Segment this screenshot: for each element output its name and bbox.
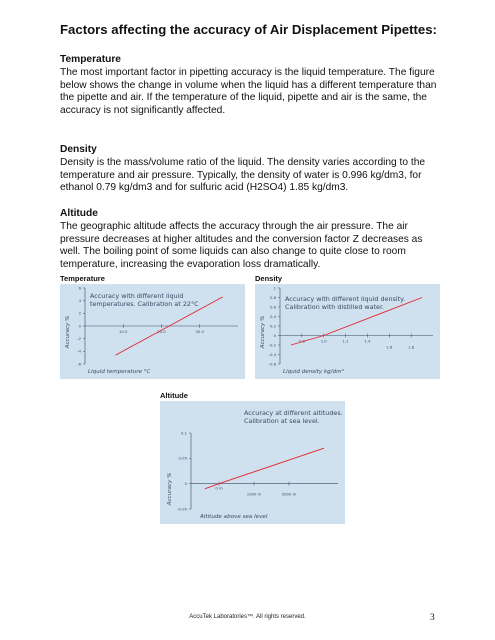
temperature-chart — [60, 284, 245, 379]
section-heading-density: Density — [60, 144, 97, 155]
x-tick-label: 1.6 — [386, 344, 393, 350]
chart-caption-line: Accuracy with different liquid density. — [285, 295, 406, 303]
y-tick-label: 1 — [273, 285, 276, 291]
y-tick-label: -4 — [77, 348, 81, 354]
y-tick-label: -0.4 — [268, 351, 276, 357]
y-tick-label: 0.1 — [180, 430, 187, 436]
y-tick-label: 0 — [78, 323, 81, 329]
y-tick-label: 0.6 — [269, 304, 276, 310]
altitude-chart — [160, 401, 345, 524]
x-tick-label: 10.0 — [119, 329, 128, 334]
y-axis-label: Accuracy % — [65, 315, 71, 349]
density-chart-title: Density — [255, 274, 283, 283]
density-chart-svg — [255, 284, 440, 379]
page-title: Factors affecting the accuracy of Air Displacement Pipettes: — [60, 22, 437, 37]
x-axis-label: Altitude above sea level — [200, 514, 268, 520]
y-tick-label: 0 — [273, 332, 276, 338]
y-tick-label: -0.05 — [177, 506, 187, 512]
chart-caption-line: Accuracy at different altitudes. — [244, 409, 343, 417]
y-tick-label: -2 — [77, 335, 81, 341]
data-series-line — [205, 448, 324, 489]
y-tick-label: 0.2 — [269, 323, 276, 329]
chart-caption-line: Calibration at sea level. — [244, 417, 320, 425]
y-tick-label: -6 — [77, 361, 81, 367]
y-tick-label: 0.4 — [269, 313, 276, 319]
x-tick-label: 1.2 — [342, 338, 349, 344]
x-tick-label: 1000 m — [246, 491, 262, 497]
x-axis-label: Liquid temperature °C — [88, 369, 151, 375]
x-tick-label: 30.0 — [195, 329, 204, 334]
temperature-chart-title: Temperature — [60, 274, 105, 283]
x-tick-label: 1.0 — [320, 338, 327, 344]
x-tick-label: 1.8 — [408, 344, 415, 350]
x-tick-label: 2000 m — [281, 491, 297, 497]
y-axis-label: Accuracy % — [260, 315, 266, 349]
section-text-temperature: The most important factor in pipetting accuracy is the liquid temperature. The figure below shows the change in volume when the liquid has a different temperature than the pipette and air. If the temperature of the liquid, pipette and air is the same, the accuracy is not significantly affected. — [60, 67, 437, 116]
chart-caption-line: temperatures. Calibration at 22°C — [90, 300, 199, 308]
footer-copyright: AccuTek Laboratories™. All rights reserved. — [189, 614, 306, 620]
x-tick-label: 1.4 — [364, 338, 371, 344]
x-axis-label: Liquid density kg/dm³ — [283, 369, 344, 375]
y-axis-label: Accuracy % — [167, 472, 173, 506]
temperature-chart-svg — [60, 284, 245, 379]
y-tick-label: -0.2 — [268, 342, 276, 348]
y-tick-label: 0 — [184, 480, 187, 486]
y-tick-label: 6 — [78, 285, 81, 291]
density-chart — [255, 284, 440, 379]
section-heading-altitude: Altitude — [60, 208, 98, 219]
y-tick-label: -0.6 — [268, 361, 276, 367]
altitude-chart-svg — [160, 401, 345, 524]
chart-caption-line: Accuracy with different liquid — [90, 292, 184, 300]
y-tick-label: 4 — [78, 297, 81, 303]
chart-caption-line: Calibration with distilled water. — [285, 303, 385, 311]
x-tick-label: 20.0 — [157, 329, 166, 334]
page-number: 3 — [430, 613, 435, 623]
x-tick-label: 0.8 — [298, 338, 305, 344]
section-heading-temperature: Temperature — [60, 54, 121, 65]
y-tick-label: 0.8 — [269, 294, 276, 300]
altitude-chart-title: Altitude — [160, 391, 188, 400]
y-tick-label: 0.05 — [178, 455, 187, 461]
y-tick-label: 2 — [78, 310, 81, 316]
section-text-altitude: The geographic altitude affects the accuracy through the air pressure. The air pressure decreases at higher altitudes and the conversion factor Z decreases as well. The boiling point of some liquids can also change to quite close to room temperature, increasing the evaporation loss dramatically. — [60, 221, 423, 270]
x-tick-label: 0 m — [215, 485, 223, 491]
section-text-density: Density is the mass/volume ratio of the liquid. The density varies according to the temperature and air pressure. Typically, the density of water is 0.996 kg/dm3, for ethanol 0.79 kg/dm3 and for sulfuric acid (H2SO4) 1.85 kg/dm3. — [60, 157, 426, 194]
